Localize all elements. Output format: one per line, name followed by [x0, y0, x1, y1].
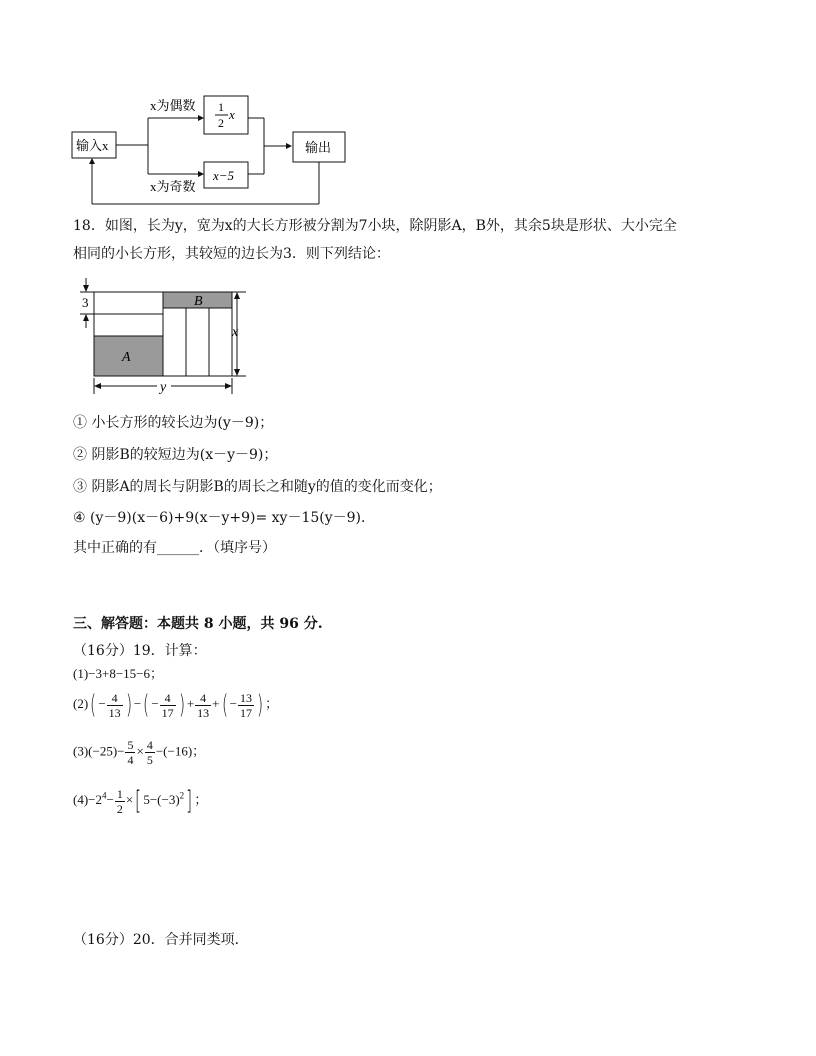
- q19-title: （16分）19．计算：: [73, 643, 207, 659]
- q18-item-4: ④ (y－9)(x－6)+9(x－y+9)= xy－15(y－9)．: [73, 510, 376, 526]
- q18-item-3: ③ 阴影A的周长与阴影B的周长之和随y的值的变化而变化；: [73, 479, 442, 495]
- label-y: y: [160, 380, 167, 395]
- label-3: 3: [82, 295, 89, 310]
- q18-line1: 18．如图，长为y，宽为x的大长方形被分割为7小块，除阴影A，B外，其余5块是形状、大小完全: [73, 218, 677, 234]
- q19-part-1: (1)−3+8−15−6；: [73, 666, 163, 681]
- even-label: x为偶数: [150, 98, 196, 113]
- half-num: 1: [218, 100, 224, 114]
- section-heading: 三、解答题：本题共 8 小题，共 96 分.: [73, 616, 323, 632]
- q18-item-1: ① 小长方形的较长边为(y－9)；: [73, 415, 274, 431]
- flowchart: [68, 90, 358, 210]
- label-a: A: [122, 350, 131, 365]
- q19-part-2: (2)( − $\frac{4}{13}$ ) −( − $\frac{4}{17}$ ) + $\frac{4}{13}$ +( − $\frac{13}{17}$ ) ；: [73, 690, 279, 720]
- q18-item-2: ② 阴影B的较短边为(x－y－9)；: [73, 447, 278, 463]
- output-label: 输出: [305, 140, 332, 155]
- label-b: B: [194, 294, 203, 309]
- half-var: x: [229, 107, 235, 122]
- q19-part-3: (3)(−25)− $\frac{5}{4}$ × $\frac{4}{5}$ −(−16)；: [73, 738, 206, 767]
- half-den: 2: [218, 116, 224, 130]
- q19-part-4: $(4)-2^4-$ $\frac{1}{2}$ ×[ $5-(-3)^2$] ；: [73, 786, 208, 816]
- q20-title: （16分）20．合并同类项．: [73, 932, 249, 948]
- label-x: x: [232, 325, 239, 340]
- q18-answer-line: 其中正确的有______．（填序号）: [73, 540, 276, 556]
- odd-op: x−5: [213, 168, 235, 183]
- q18-line2: 相同的小长方形，其较短的边长为3．则下列结论：: [73, 246, 390, 262]
- rectangle-figure: [74, 274, 254, 398]
- odd-label: x为奇数: [150, 179, 196, 194]
- input-label: 输入x: [76, 138, 109, 153]
